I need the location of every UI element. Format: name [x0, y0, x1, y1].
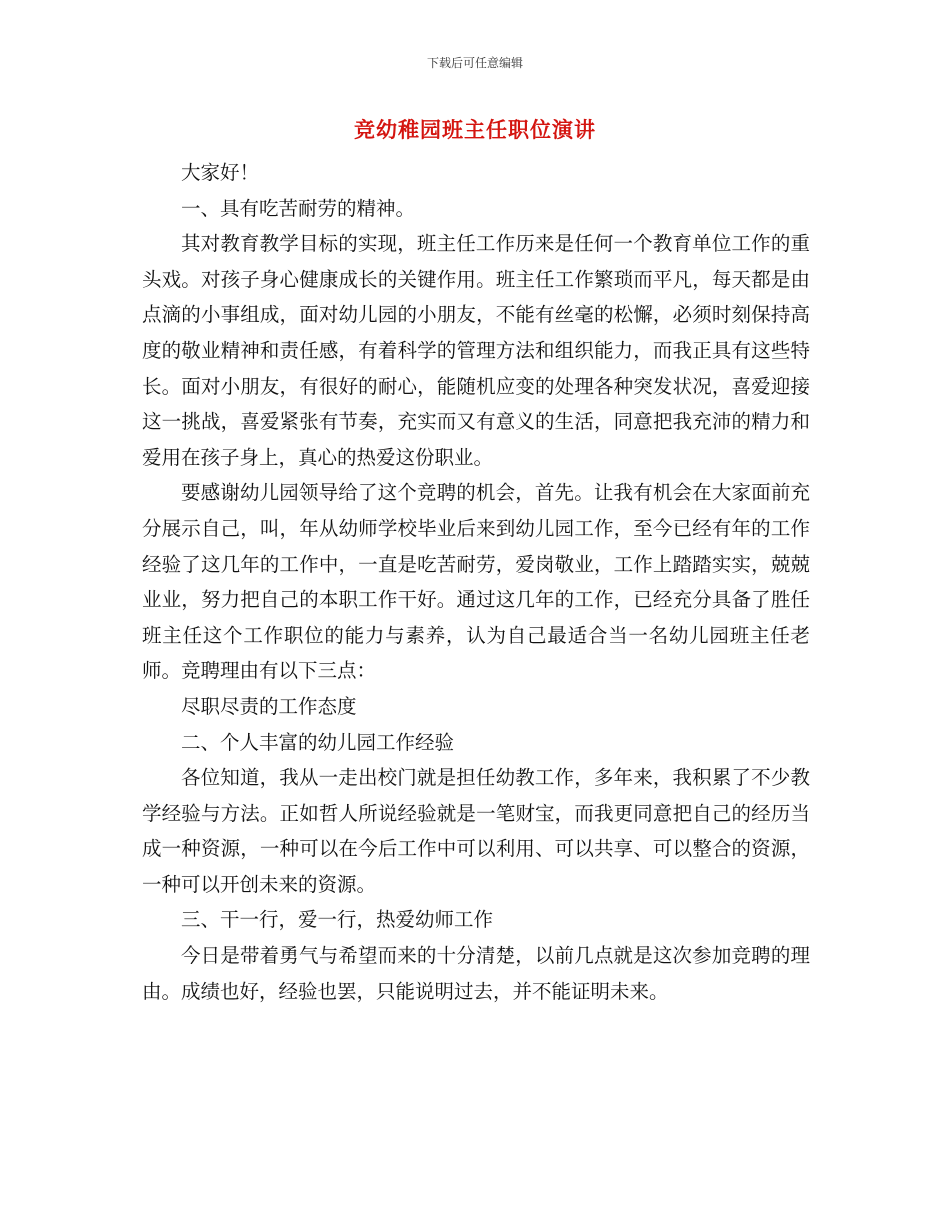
paragraph-body: 要感谢幼儿园领导给了这个竞聘的机会，首先。让我有机会在大家面前充分展示自己，叫，年从幼师学校毕业后来到幼儿园工作，至今已经有年的工作经验了这几年的工作中，一直是吃苦耐劳，爱岗敬业，工作上踏踏实实，兢兢业业，努力把自己的本职工作干好。通过这几年的工作，已经充分具备了胜任班主任这个工作职位的能力与素养，认为自己最适合当一名幼儿园班主任老师。竞聘理由有以下三点： — [142, 481, 810, 683]
paragraph-greeting: 大家好！ — [181, 161, 260, 184]
paragraph-heading-1: 一、具有吃苦耐劳的精神。 — [181, 196, 416, 220]
document-title: 竞幼稚园班主任职位演讲 — [354, 118, 596, 142]
paragraph-body: 各位知道，我从一走出校门就是担任幼教工作，多年来，我积累了不少教学经验与方法。正如哲人所说经验就是一笔财宝，而我更同意把自己的经历当成一种资源，一种可以在今后工作中可以利用、可以共享、可以整合的资源，一种可以开创未来的资源。 — [142, 766, 810, 896]
paragraph-heading-2: 二、个人丰富的幼儿园工作经验 — [181, 730, 455, 754]
paragraph-heading-3: 三、干一行，爱一行，热爱幼师工作 — [181, 908, 494, 932]
document-body — [142, 155, 810, 1009]
page-header-note: 下载后可任意编辑 — [426, 56, 523, 70]
paragraph-subheading: 尽职尽责的工作态度 — [181, 694, 357, 718]
paragraph-body: 今日是带着勇气与希望而来的十分清楚，以前几点就是这次参加竞聘的理由。成绩也好，经验也罢，只能说明过去，并不能证明未来。 — [142, 944, 810, 1003]
paragraph-body: 其对教育教学目标的实现，班主任工作历来是任何一个教育单位工作的重头戏。对孩子身心健康成长的关键作用。班主任工作繁琐而平凡，每天都是由点滴的小事组成，面对幼儿园的小朋友，不能有丝毫的松懈，必须时刻保持高度的敬业精神和责任感，有着科学的管理方法和组织能力，而我正具有这些特长。面对小朋友，有很好的耐心，能随机应变的处理各种突发状况，喜爱迎接这一挑战，喜爱紧张有节奏，充实而又有意义的生活，同意把我充沛的精力和爱用在孩子身上，真心的热爱这份职业。 — [142, 232, 810, 469]
